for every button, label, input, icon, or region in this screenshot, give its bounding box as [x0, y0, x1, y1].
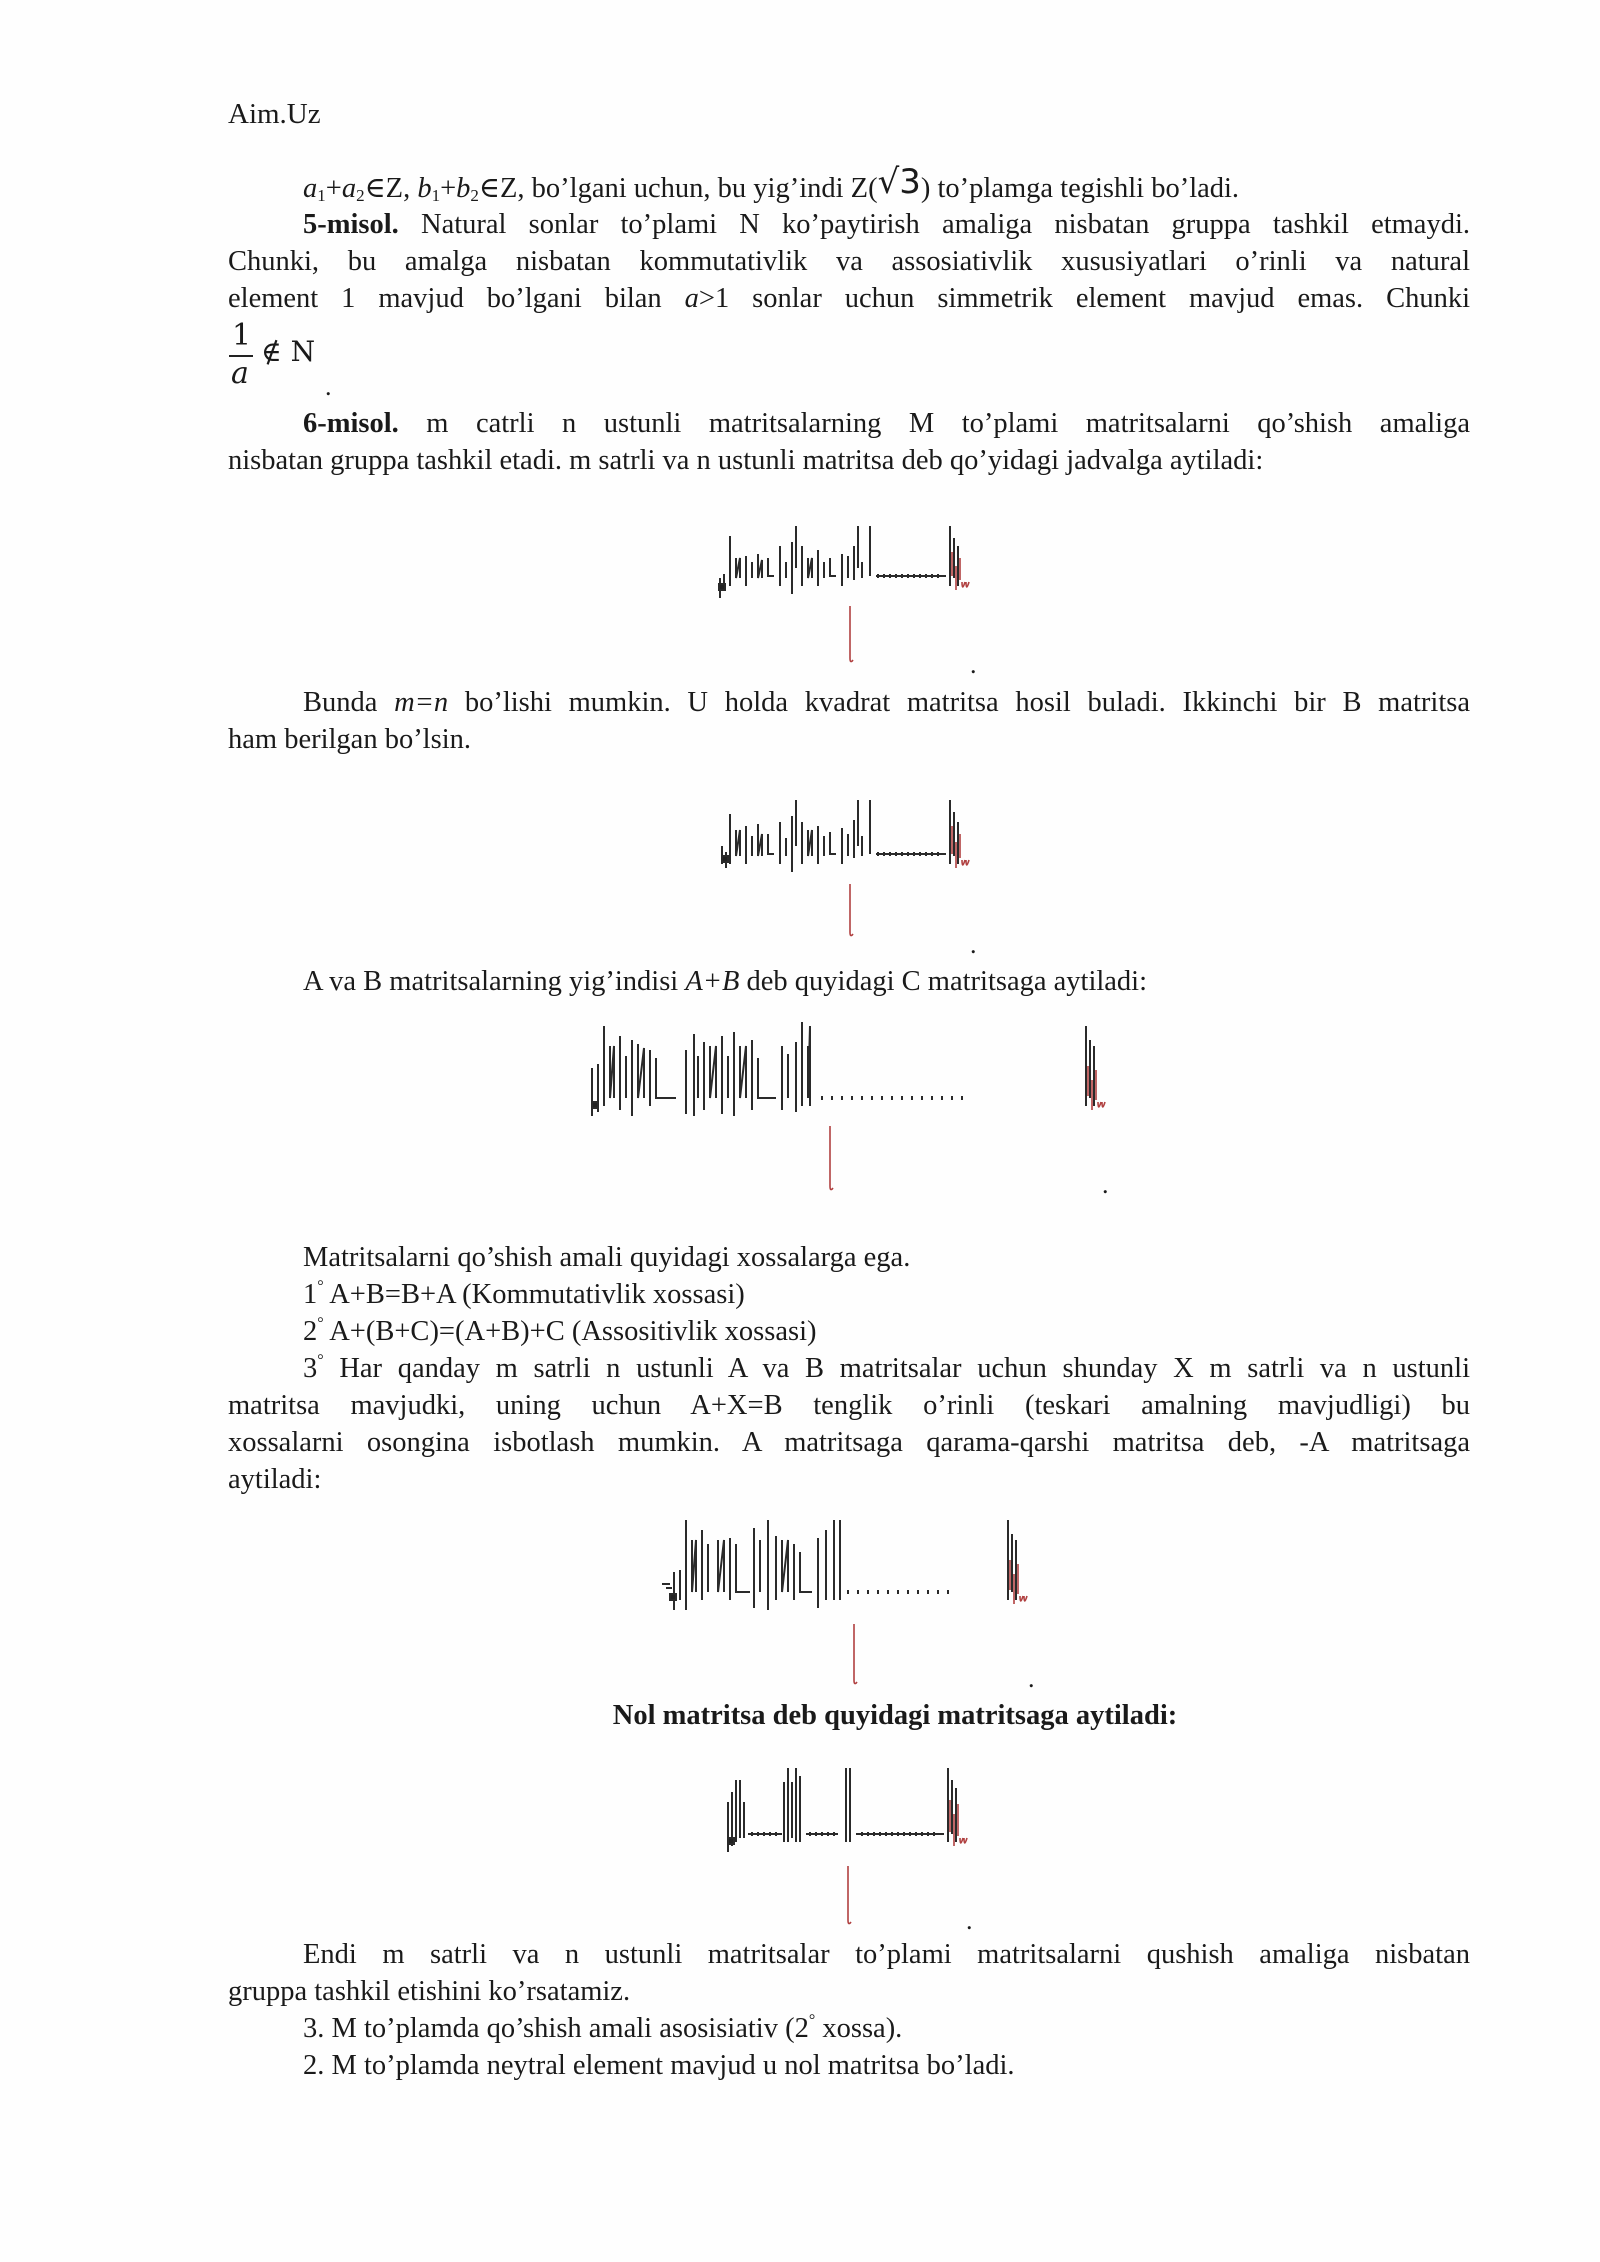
- property-2: [303, 1313, 1470, 1350]
- var-a2: a: [341, 173, 357, 204]
- degree-sign: °: [317, 1315, 324, 1332]
- sub: 2: [470, 186, 479, 205]
- list-item-2: 2. M to’plamda neytral element mavjud u nol matritsa bo’ladi.: [303, 2050, 1015, 2081]
- var-a: a: [684, 283, 699, 314]
- text: Bunda: [303, 687, 395, 718]
- degree-sign: °: [317, 1352, 324, 1369]
- sub: 1: [431, 186, 441, 205]
- sqrt-three: √3: [877, 162, 921, 202]
- zero-matrix-heading: Nol matritsa deb quyidagi matritsaga aytiladi:: [612, 1700, 1178, 1731]
- plus: +: [440, 173, 457, 204]
- example6-line2: nisbatan gruppa tashkil etadi. m satrli va n ustunli matritsa deb qo’yidagi jadvalga aytiladi:: [228, 445, 1264, 476]
- property-3-line3: xossalarni osongina isbotlash mumkin. A matritsaga qarama-qarshi matritsa deb, -A matritsaga: [228, 1427, 1470, 1458]
- endi-line2: gruppa tashkil etishini ko’rsatamiz.: [228, 1976, 631, 2007]
- text: ∈Z,: [364, 173, 418, 204]
- text: >1 sonlar uchun simmetrik element mavjud emas. Chunki: [698, 283, 1471, 314]
- text: A+(B+C)=(A+B)+C (Assositivlik xossasi): [323, 1316, 817, 1347]
- text: Natural sonlar to’plami N ko’paytirish amaliga nisbatan gruppa tashkil etmaydi.: [421, 209, 1470, 240]
- fraction-numerator: 1: [232, 318, 252, 353]
- matrix-neg-a-figure: [658, 1500, 1038, 1700]
- example5-line1: [303, 206, 1470, 243]
- example5-line3: [228, 280, 1470, 317]
- property-3-line2: matritsa mavjudki, uning uchun A+X=B tenglik o’rinli (teskari amalning mavjudligi) bu: [228, 1390, 1470, 1421]
- sub: 1: [317, 186, 326, 205]
- m-equals-n: m=n: [394, 687, 449, 718]
- text: ) to’plamga tegishli bo’ladi.: [920, 173, 1240, 204]
- text: bo’lishi mumkin. U holda kvadrat matritsa hosil buladi. Ikkinchi bir B matritsa: [448, 687, 1470, 718]
- period: .: [1028, 1664, 1035, 1693]
- text: xossa).: [815, 2013, 903, 2044]
- matrix-c-figure: [586, 1006, 1116, 1206]
- degree-sign: °: [808, 2012, 816, 2029]
- bunda-line1: [303, 684, 1470, 721]
- var-b1: b: [417, 173, 432, 204]
- matrix-b-figure: [716, 764, 986, 946]
- period: .: [970, 930, 977, 959]
- example5-label: 5-misol.: [303, 209, 399, 240]
- paragraph-closure: [303, 162, 1470, 207]
- zero-matrix-figure: [722, 1742, 992, 1930]
- example5-line2: Chunki, bu amalga nisbatan kommutativlik va assosiativlik xususiyatlari o’rinli va natural: [228, 246, 1470, 277]
- period: .: [966, 1906, 973, 1935]
- site-header: Aim.Uz: [228, 98, 321, 130]
- properties-intro: Matritsalarni qo’shish amali quyidagi xossalarga ega.: [303, 1242, 911, 1273]
- period: .: [970, 650, 977, 679]
- text: A+B=B+A (Kommutativlik xossasi): [323, 1279, 745, 1310]
- text: m catrli n ustunli matritsalarning M to’plami matritsalarni qo’shish amaliga: [426, 408, 1471, 439]
- text: deb quyidagi C matritsaga aytiladi:: [739, 966, 1148, 997]
- fraction-denominator: a: [231, 356, 249, 391]
- list-item-3: [303, 2010, 1470, 2047]
- text: 3. M to’plamda qo’shish amali asosisiativ (2: [303, 2013, 809, 2044]
- not-element-of-N: ∉ N: [261, 335, 316, 368]
- text: A va B matritsalarning yig’indisi: [303, 966, 686, 997]
- property-3-line1: [303, 1350, 1470, 1387]
- matrix-a-figure: [716, 486, 986, 668]
- text: Har qanday m satrli n ustunli A va B matritsalar uchun shunday X m satrli va n ustunli: [323, 1353, 1470, 1384]
- plus: +: [325, 173, 342, 204]
- sum-definition: [303, 963, 1470, 1000]
- text: 2: [303, 1316, 318, 1347]
- text: element 1 mavjud bo’lgani bilan: [228, 283, 685, 314]
- var-a1: a: [303, 173, 318, 204]
- example6-line1: [303, 405, 1470, 442]
- text: ∈Z, bo’lgani uchun, bu yig’indi Z(: [478, 173, 878, 204]
- endi-line1: Endi m satrli va n ustunli matritsalar to’plami matritsalarni qushish amaliga nisbatan: [303, 1939, 1470, 1970]
- example6-label: 6-misol.: [303, 408, 399, 439]
- property-3-line4: aytiladi:: [228, 1464, 322, 1495]
- property-1: [303, 1276, 1470, 1313]
- bunda-line2: ham berilgan bo’lsin.: [228, 724, 471, 755]
- sub: 2: [356, 186, 365, 205]
- degree-sign: °: [317, 1278, 324, 1295]
- period: .: [325, 372, 332, 401]
- period: .: [1102, 1170, 1109, 1199]
- var-b2: b: [456, 173, 471, 204]
- text: 1: [303, 1279, 318, 1310]
- a-plus-b: A+B: [685, 966, 740, 997]
- text: 3: [303, 1353, 318, 1384]
